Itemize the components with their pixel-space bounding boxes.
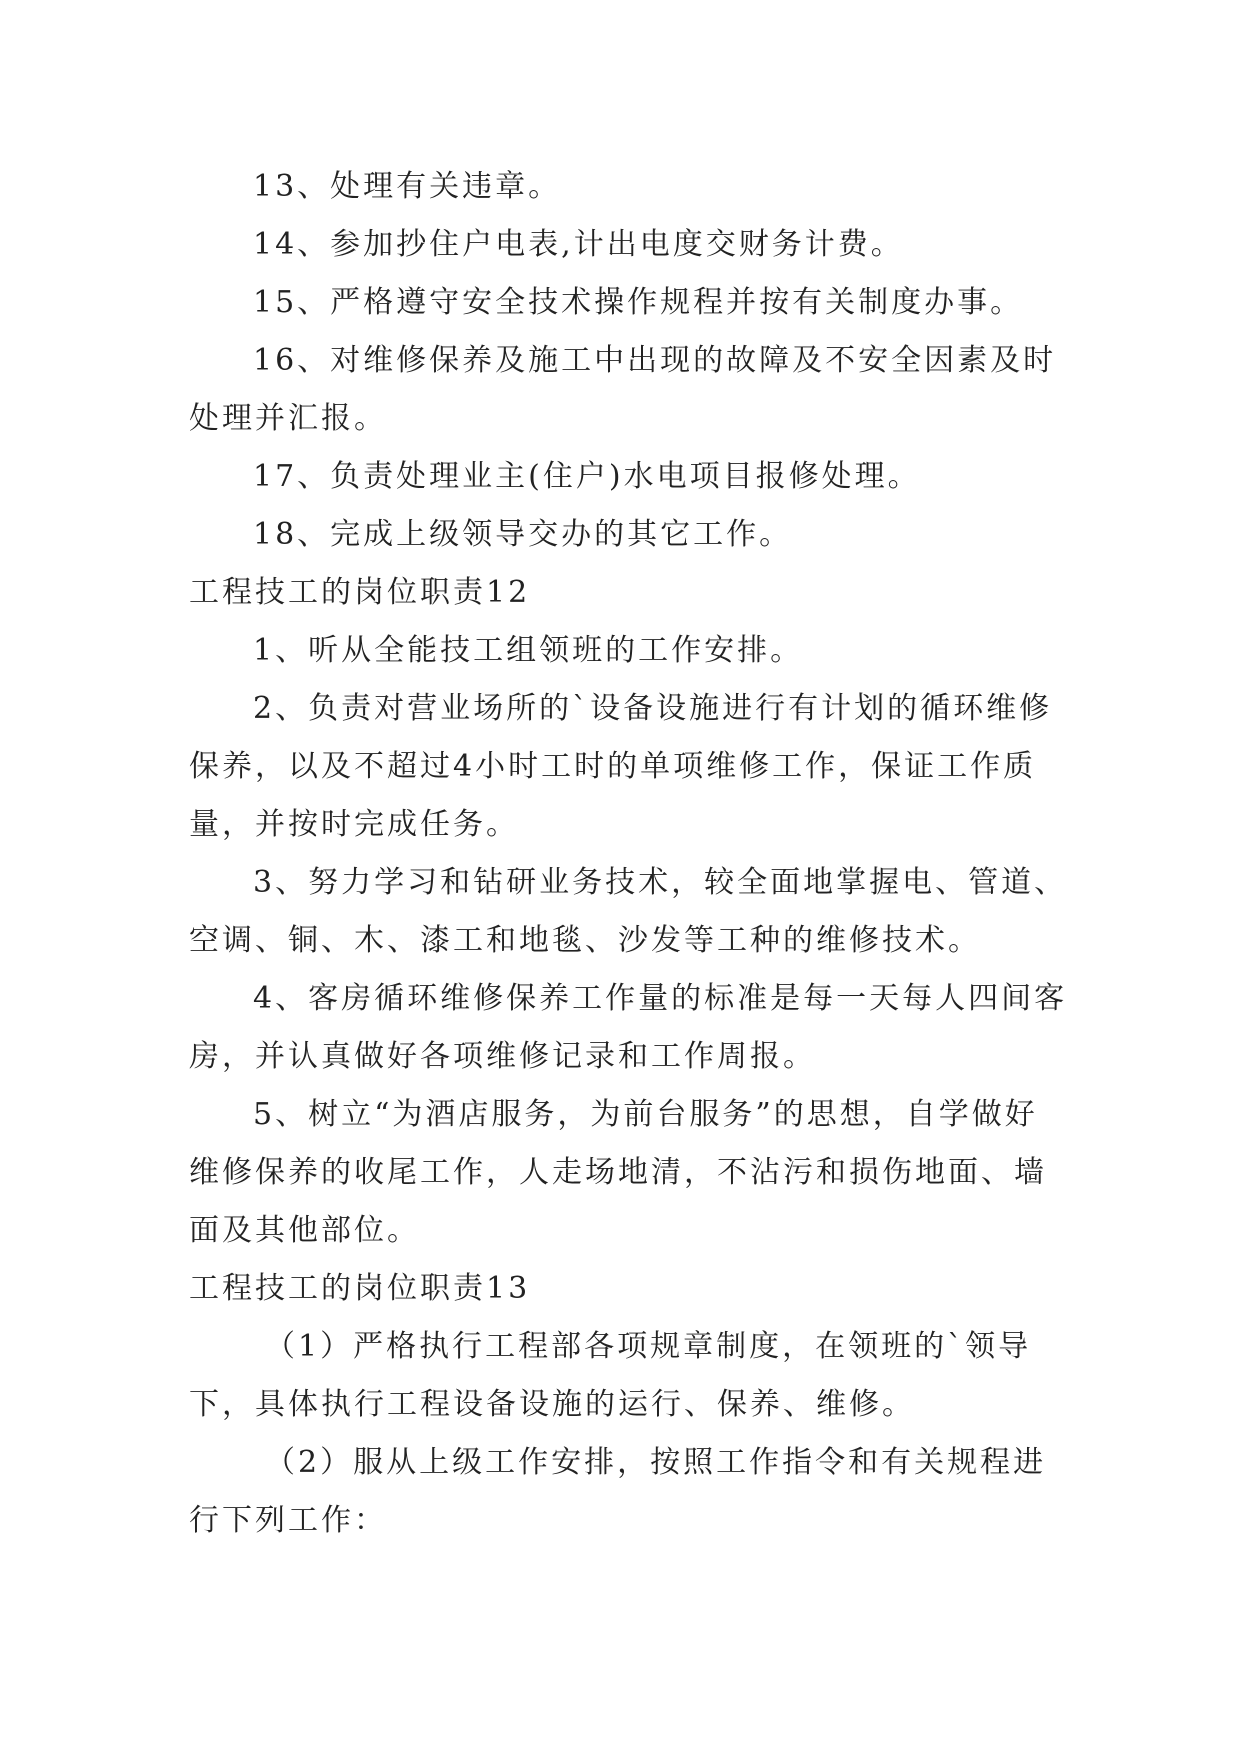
paragraph-item-14: 14、参加抄住户电表,计出电度交财务计费。 xyxy=(253,227,904,262)
paragraph-item-2: 2、负责对营业场所的`设备设施进行有计划的循环维修保养，以及不超过4小时工时的单项维修工作，保证工作质量，并按时完成任务。 xyxy=(189,691,1053,842)
paragraph-item-3: 3、努力学习和钻研业务技术，较全面地掌握电、管道、空调、铜、木、漆工和地毯、沙发等工种的维修技术。 xyxy=(189,865,1068,958)
paragraph-item-16: 16、对维修保养及施工中出现的故障及不安全因素及时处理并汇报。 xyxy=(189,343,1057,436)
paragraph-item-13: 13、处理有关违章。 xyxy=(253,169,562,204)
document-body xyxy=(189,158,1069,1550)
section-heading-13: 工程技工的岗位职责13 xyxy=(189,1271,531,1306)
paragraph-item-5: 5、树立“为酒店服务，为前台服务”的思想，自学做好维修保养的收尾工作，人走场地清，不沾污和损伤地面、墙面及其他部位。 xyxy=(189,1097,1047,1248)
paragraph-item-4: 4、客房循环维修保养工作量的标准是每一天每人四间客房，并认真做好各项维修记录和工作周报。 xyxy=(189,981,1068,1074)
paragraph-item-paren-1: （1）严格执行工程部各项规章制度，在领班的`领导下，具体执行工程设备设施的运行、保养、维修。 xyxy=(189,1329,1032,1422)
paragraph-item-paren-2: （2）服从上级工作安排，按照工作指令和有关规程进行下列工作： xyxy=(189,1445,1047,1538)
paragraph-item-18: 18、完成上级领导交办的其它工作。 xyxy=(253,517,793,552)
section-heading-12: 工程技工的岗位职责12 xyxy=(189,575,531,610)
paragraph-item-1: 1、听从全能技工组领班的工作安排。 xyxy=(253,633,804,668)
paragraph-item-15: 15、严格遵守安全技术操作规程并按有关制度办事。 xyxy=(253,285,1024,320)
paragraph-item-17: 17、负责处理业主(住户)水电项目报修处理。 xyxy=(253,459,921,494)
